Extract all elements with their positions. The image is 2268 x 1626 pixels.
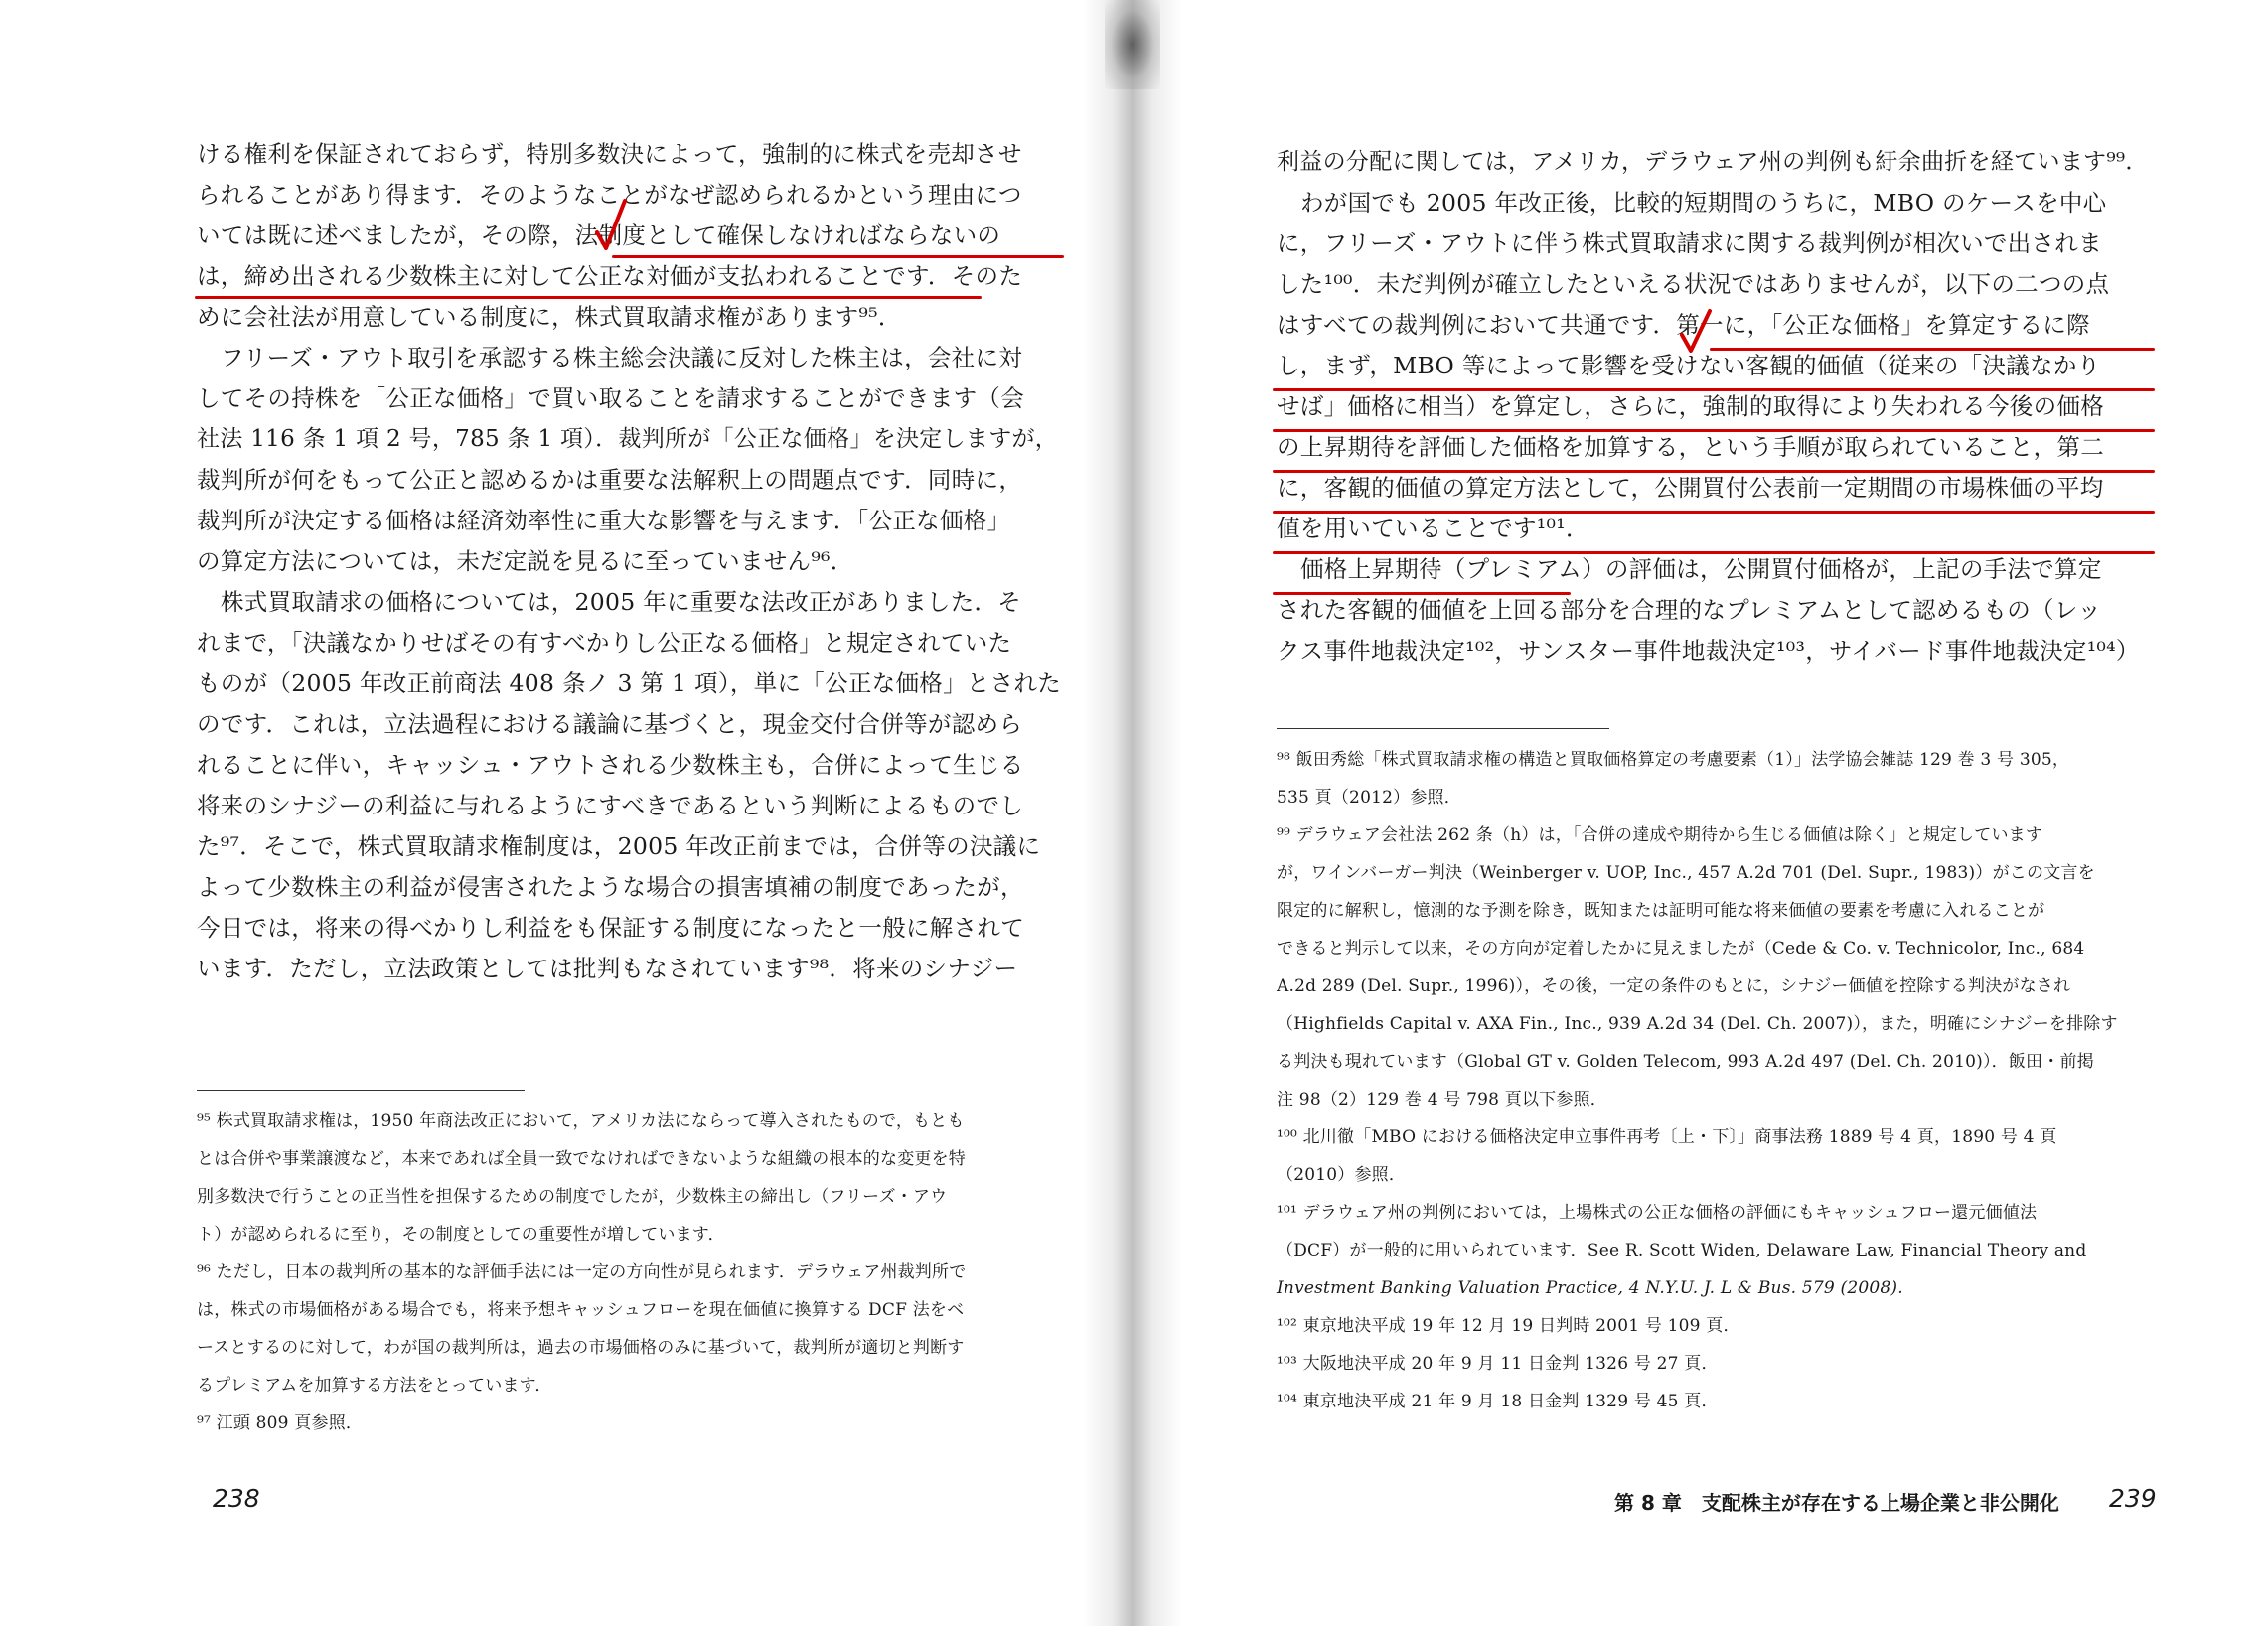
- body-line: た⁹⁷．そこで，株式買取請求権制度は，2005 年改正前までは，合併等の決議に: [197, 832, 1041, 860]
- right-page: [1277, 0, 2156, 1626]
- right-footnotes: [1277, 741, 2156, 1420]
- footnote-line: ¹⁰⁴ 東京地決平成 21 年 9 月 18 日金判 1329 号 45 頁．: [1277, 1392, 1719, 1411]
- footnote-line: るプレミアムを加算する方法をとっています．: [197, 1376, 552, 1396]
- body-line: し，まず，MBO 等によって影響を受けない客観的価値（従来の「決議なかり: [1277, 352, 2101, 379]
- footnote-line: は，株式の市場価格がある場合でも，将来予想キャッシュフローを現在価値に換算する DCF 法をベ: [197, 1300, 965, 1320]
- left-page: [197, 0, 1071, 1626]
- red-underline: [1273, 470, 2155, 473]
- body-line: 今日では，将来の得べかりし利益をも保証する制度になったと一般に解されて: [197, 914, 1024, 942]
- footnote-line: （Highfields Capital v. AXA Fin., Inc., 939 A.2d 34 (Del. Ch. 2007)），また，明確にシナジーを排除す: [1277, 1014, 2118, 1034]
- body-line: めに会社法が用意している制度に，株式買取請求権があります⁹⁵．: [197, 303, 902, 331]
- footnote-line: 535 頁（2012）参照．: [1277, 788, 1461, 808]
- body-line: してその持株を「公正な価格」で買い取ることを請求することができます（会: [197, 384, 1024, 412]
- body-line: ける権利を保証されておらず，特別多数決によって，強制的に株式を売却させ: [197, 140, 1022, 168]
- footnote-line: ¹⁰² 東京地決平成 19 年 12 月 19 日判時 2001 号 109 頁．: [1277, 1316, 1740, 1336]
- body-line: よって少数株主の利益が侵害されたような場合の損害填補の制度であったが，: [197, 873, 1024, 901]
- left-footnotes: [197, 1103, 1071, 1442]
- red-underline: [195, 296, 982, 299]
- body-line: 社法 116 条 1 項 2 号，785 条 1 項）．裁判所が「公正な価格」を決定しますが，: [197, 426, 1059, 452]
- footnote-line: 限定的に解釈し，憶測的な予測を除き，既知または証明可能な将来価値の要素を考慮に入れることが: [1277, 901, 2045, 921]
- footnote-line: ースとするのに対して，わが国の裁判所は，過去の市場価格のみに基づいて，裁判所が適切と判断す: [197, 1338, 965, 1358]
- red-checkmark-icon: [1679, 307, 1713, 357]
- red-underline: [612, 255, 1064, 258]
- body-line: した¹⁰⁰．未だ判例が確立したといえる状況ではありませんが，以下の二つの点: [1277, 270, 2110, 298]
- page-number: 238: [213, 1484, 260, 1513]
- footnote-line: （DCF）が一般的に用いられています．See R. Scott Widen, Delaware Law, Financial Theory and: [1277, 1241, 2087, 1260]
- footnote-line: 別多数決で行うことの正当性を担保するための制度でしたが，少数株主の締出し（フリーズ・アウ: [197, 1187, 948, 1207]
- red-checkmark-icon: [594, 197, 628, 254]
- body-line: わが国でも 2005 年改正後，比較的短期間のうちに，MBO のケースを中心: [1300, 189, 2107, 217]
- book-gutter-dark-spot: [1105, 0, 1160, 89]
- footnote-line: できると判示して以来，その方向が定着したかに見えましたが（Cede & Co. v. Technicolor, Inc., 684: [1277, 939, 2085, 959]
- body-line: れることに伴い，キャッシュ・アウトされる少数株主も，合併によって生じる: [197, 751, 1024, 779]
- body-line: れまで，「決議なかりせばその有すべかりし公正なる価格」と規定されていた: [197, 629, 1012, 657]
- footnote-line: Investment Banking Valuation Practice, 4 N.Y.U. J. L & Bus. 579 (2008).: [1277, 1278, 1903, 1298]
- body-line: の算定方法については，未だ定説を見るに至っていません⁹⁶．: [197, 547, 854, 575]
- running-head: 第 8 章 支配株主が存在する上場企業と非公開化: [1614, 1491, 2059, 1515]
- body-line: クス事件地裁決定¹⁰²，サンスター事件地裁決定¹⁰³，サイバード事件地裁決定¹⁰⁴）: [1277, 637, 2140, 665]
- body-line: いては既に述べましたが，その際，法制度として確保しなければならないの: [197, 222, 1001, 249]
- footnote-line: A.2d 289 (Del. Supr., 1996)），その後，一定の条件のもとに，シナジー価値を控除する判決がなされ: [1277, 976, 2071, 996]
- footnote-line: ¹⁰⁰ 北川徹「MBO における価格決定申立事件再考〔上・下〕」商事法務 1889 号 4 頁，1890 号 4 頁: [1277, 1127, 2057, 1147]
- body-line: 将来のシナジーの利益に与れるようにすべきであるという判断によるものでし: [197, 792, 1024, 819]
- body-line: 裁判所が何をもって公正と認めるかは重要な法解釈上の問題点です．同時に，: [197, 466, 1023, 494]
- red-underline: [1273, 388, 2155, 391]
- body-line: ものが（2005 年改正前商法 408 条ノ 3 第 1 項），単に「公正な価格」とされた: [197, 669, 1062, 697]
- footnote-line: ¹⁰³ 大阪地決平成 20 年 9 月 11 日金判 1326 号 27 頁．: [1277, 1354, 1719, 1374]
- footnote-line: ⁹⁷ 江頭 809 頁参照．: [197, 1413, 364, 1433]
- body-line: 価格上昇期待（プレミアム）の評価は，公開買付価格が，上記の手法で算定: [1300, 555, 2102, 583]
- footnote-line: 注 98（2）129 巻 4 号 798 頁以下参照．: [1277, 1090, 1607, 1109]
- body-line: に，フリーズ・アウトに伴う株式買取請求に関する裁判例が相次いで出されま: [1277, 229, 2102, 257]
- red-underline: [1273, 429, 2155, 432]
- footnote-line: る判決も現れています（Global GT v. Golden Telecom, 993 A.2d 497 (Del. Ch. 2010)）．飯田・前掲: [1277, 1052, 2094, 1072]
- red-underline: [1273, 551, 2155, 554]
- body-line: 株式買取請求の価格については，2005 年に重要な法改正がありました．そ: [221, 588, 1022, 616]
- body-line: 値を用いていることです¹⁰¹．: [1277, 515, 1589, 542]
- body-line: に，客観的価値の算定方法として，公開買付公表前一定期間の市場株価の平均: [1277, 474, 2104, 502]
- footnote-separator: [1277, 728, 1609, 729]
- red-underline: [1273, 511, 2155, 514]
- body-line: せば」価格に相当）を算定し，さらに，強制的取得により失われる今後の価格: [1277, 392, 2104, 420]
- body-line: のです．これは，立法過程における議論に基づくと，現金交付合併等が認めら: [197, 710, 1023, 738]
- footnote-line: が，ワインバーガー判決（Weinberger v. UOP, Inc., 457 A.2d 701 (Del. Supr., 1983)）がこの文言を: [1277, 863, 2095, 883]
- footnote-separator: [197, 1090, 525, 1091]
- body-line: は，締め出される少数株主に対して公正な対価が支払われることです．そのた: [197, 262, 1023, 290]
- footnote-line: ¹⁰¹ デラウェア州の判例においては，上場株式の公正な価格の評価にもキャッシュフロー還元価値法: [1277, 1203, 2038, 1223]
- body-line: られることがあり得ます．そのようなことがなぜ認められるかという理由につ: [197, 181, 1022, 209]
- footnote-line: ⁹⁹ デラウェア会社法 262 条（h）は，「合併の達成や期待から生じる価値は除く」と規定しています: [1277, 825, 2043, 845]
- body-line: 裁判所が決定する価格は経済効率性に重大な影響を与えます．「公正な価格」: [197, 507, 1011, 534]
- body-line: はすべての裁判例において共通です．第一に，「公正な価格」を算定するに際: [1277, 311, 2090, 339]
- footnote-line: （2010）参照．: [1277, 1165, 1407, 1185]
- page-number: 239: [2109, 1484, 2157, 1513]
- red-underline: [1273, 592, 1571, 595]
- left-body-text: [197, 134, 1071, 989]
- red-underline: [1710, 348, 2155, 351]
- footnote-line: ⁹⁸ 飯田秀総「株式買取請求権の構造と買取価格算定の考慮要素（1）」法学協会雑誌 129 巻 3 号 305，: [1277, 750, 2070, 770]
- body-line: フリーズ・アウト取引を承認する株主総会決議に反対した株主は，会社に対: [221, 344, 1023, 371]
- body-line: 利益の分配に関しては，アメリカ，デラウェア州の判例も紆余曲折を経ています⁹⁹．: [1277, 149, 2149, 175]
- footnote-line: とは合併や事業譲渡など，本来であれば全員一致でなければできないような組織の根本的な変更を特: [197, 1149, 966, 1169]
- body-line: います．ただし，立法政策としては批判もなされています⁹⁸．将来のシナジー: [197, 955, 1018, 982]
- body-line: された客観的価値を上回る部分を合理的なプレミアムとして認めるもの（レッ: [1277, 596, 2102, 624]
- footnote-line: ⁹⁵ 株式買取請求権は，1950 年商法改正において，アメリカ法にならって導入されたもので，もとも: [197, 1111, 965, 1131]
- footnote-line: ⁹⁶ ただし，日本の裁判所の基本的な評価手法には一定の方向性が見られます．デラウェア州裁判所で: [197, 1262, 967, 1282]
- book-gutter-shadow: [1083, 0, 1182, 1626]
- footnote-line: ト）が認められるに至り，その制度としての重要性が増しています．: [197, 1225, 725, 1245]
- body-line: の上昇期待を評価した価格を加算する，という手順が取られていること，第二: [1277, 433, 2104, 461]
